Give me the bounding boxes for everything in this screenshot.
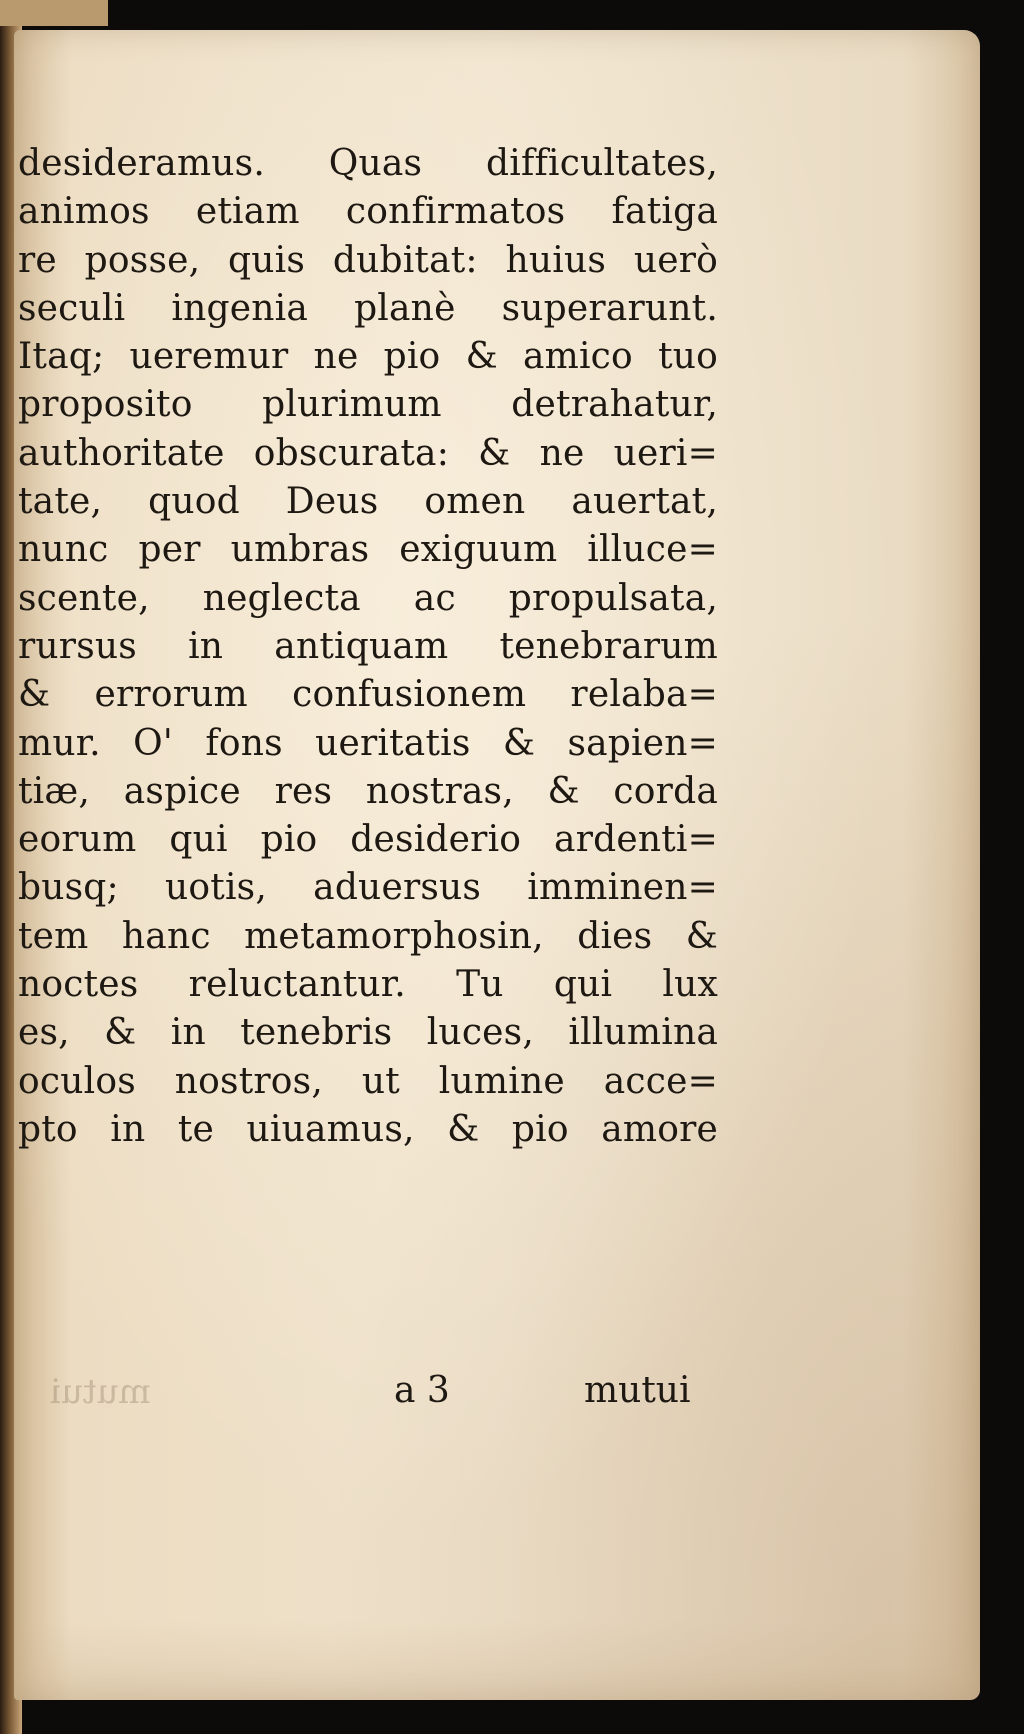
text-line: es, & in tenebris luces, illumina — [18, 1012, 718, 1054]
text-line: tate, quod Deus omen auertat, — [18, 481, 718, 523]
text-line: Itaq; ueremur ne pio & amico tuo — [18, 336, 718, 378]
text-line: scente, neglecta ac propulsata, — [18, 577, 718, 619]
text-line: busq; uotis, aduersus imminen= — [18, 867, 718, 909]
text-line: seculi ingenia planè superarunt. — [18, 287, 718, 329]
text-line: proposito plurimum detrahatur, — [18, 384, 718, 426]
text-line: mur. O' fons ueritatis & sapien= — [18, 722, 718, 764]
text-line: & errorum confusionem relaba= — [18, 674, 718, 716]
catchword: mutui — [584, 1370, 691, 1411]
page-footer — [18, 1370, 718, 1422]
text-line: tiæ, aspice res nostras, & corda — [18, 770, 718, 812]
signature-mark: a 3 — [394, 1370, 450, 1411]
text-line: desideramus. Quas difficultates, — [18, 143, 718, 184]
text-line: rursus in antiquam tenebrarum — [18, 625, 718, 667]
page-shading — [14, 1620, 980, 1700]
text-line: noctes reluctantur. Tu qui lux — [18, 964, 718, 1006]
paper-tab — [0, 0, 108, 26]
text-line: oculos nostros, ut lumine acce= — [18, 1060, 718, 1102]
text-line: authoritate obscurata: & ne ueri= — [18, 432, 718, 474]
text-line: re posse, quis dubitat: huius uerò — [18, 239, 718, 281]
text-line: nunc per umbras exiguum illuce= — [18, 529, 718, 571]
page-leaf — [14, 30, 980, 1700]
text-line: tem hanc metamorphosin, dies & — [18, 915, 718, 957]
show-through-ink: mutui — [50, 1372, 151, 1412]
text-line: pto in te uiuamus, & pio amore — [18, 1108, 718, 1150]
text-line: eorum qui pio desiderio ardenti= — [18, 819, 718, 861]
body-text — [18, 140, 738, 1154]
text-line: animos etiam confirmatos fatiga — [18, 191, 718, 233]
